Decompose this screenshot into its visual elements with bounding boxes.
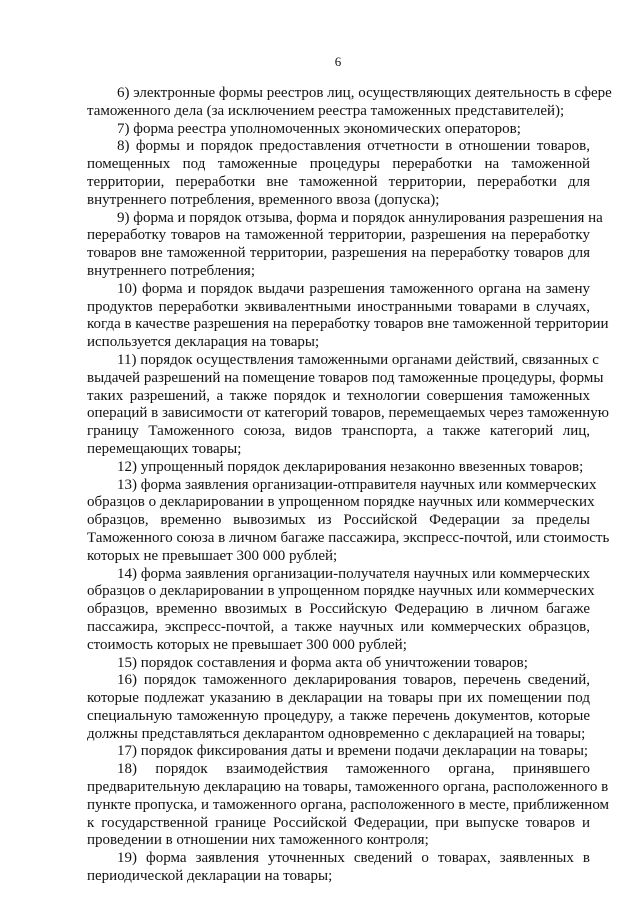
document-body xyxy=(87,85,612,886)
text-line: 7) форма реестра уполномоченных экономических операторов; xyxy=(117,120,521,137)
text-line: образцов о декларировании в упрощенном порядке научных или коммерческих xyxy=(87,583,595,600)
text-line: образцов, временно ввозимых в Российскую Федерацию в личном багаже xyxy=(87,601,590,618)
text-line: 9) форма и порядок отзыва, форма и порядок аннулирования разрешения на xyxy=(117,209,603,226)
text-line: 10) форма и порядок выдачи разрешения таможенного органа на замену xyxy=(117,280,590,297)
text-line: должны представляться декларантом одновременно с декларацией на товары; xyxy=(87,725,586,742)
text-line: 17) порядок фиксирования даты и времени подачи декларации на товары; xyxy=(117,743,589,760)
text-line: 14) форма заявления организации-получателя научных или коммерческих xyxy=(117,565,590,582)
page-number: 6 xyxy=(334,54,342,69)
list-item xyxy=(87,209,603,281)
text-line: 15) порядок составления и форма акта об уничтожении товаров; xyxy=(117,654,528,671)
list-item xyxy=(87,280,609,352)
text-line: помещенных под таможенные процедуры переработки на таможенной xyxy=(87,156,590,173)
text-line: 12) упрощенный порядок декларирования незаконно ввезенных товаров; xyxy=(117,458,584,475)
list-item xyxy=(87,351,609,459)
text-line: внутреннего потребления; xyxy=(87,262,255,279)
text-line: образцов, временно вывозимых из Российской Федерации за пределы xyxy=(87,512,590,529)
list-item xyxy=(87,743,590,761)
text-line: образцов о декларировании в упрощенном порядке научных или коммерческих xyxy=(87,494,595,511)
text-line: 19) форма заявления уточненных сведений о товарах, заявленных в xyxy=(117,850,590,867)
text-line: таможенного дела (за исключением реестра таможенных представителей); xyxy=(87,102,565,119)
text-line: выдачей разрешений на помещение товаров под таможенные процедуры, формы xyxy=(87,369,604,386)
text-line: 11) порядок осуществления таможенными органами действий, связанных с xyxy=(117,351,599,368)
text-line: границу Таможенного союза, видов транспорта, а также категорий лиц, xyxy=(87,423,590,440)
text-line: 6) электронные формы реестров лиц, осуществляющих деятельность в сфере xyxy=(117,85,612,101)
text-line: предварительную декларацию на товары, таможенного органа, расположенного в xyxy=(87,779,609,796)
text-line: которые подлежат указанию в декларации на товары при их помещении под xyxy=(87,690,590,707)
list-item xyxy=(87,476,610,566)
text-line: территории, переработки вне таможенной территории, переработки для xyxy=(87,173,590,190)
text-line: внутреннего потребления, временного ввоза (допуска); xyxy=(87,191,440,208)
list-item xyxy=(87,121,590,139)
text-line: к государственной границе Российской Федерации, при выпуске товаров и xyxy=(87,814,590,831)
text-line: таких разрешений, а также порядок и технологии совершения таможенных xyxy=(87,387,590,404)
list-item xyxy=(87,85,612,121)
list-item xyxy=(87,138,590,209)
list-item xyxy=(87,850,590,886)
text-line: товаров вне таможенной территории, разрешения на переработку товаров для xyxy=(87,245,590,262)
text-line: 13) форма заявления организации-отправителя научных или коммерческих xyxy=(117,476,597,493)
text-line: пассажира, экспресс-почтой, а также научных или коммерческих образцов, xyxy=(87,618,590,635)
list-item xyxy=(87,565,595,655)
text-line: переработку товаров на таможенной территории, разрешения на переработку xyxy=(87,227,590,244)
list-item xyxy=(87,761,610,850)
list-item xyxy=(87,655,590,673)
text-line: перемещающих товары; xyxy=(87,440,242,457)
list-item xyxy=(87,459,590,477)
text-line: используется декларация на товары; xyxy=(87,334,320,351)
text-line: операций в зависимости от категорий товаров, перемещаемых через таможенную xyxy=(87,405,609,422)
text-line: специальную таможенную процедуру, а также перечень документов, которые xyxy=(87,707,590,724)
text-line: пункте пропуска, и таможенного органа, расположенного в месте, приближенном xyxy=(87,796,610,813)
text-line: которых не превышает 300 000 рублей; xyxy=(87,547,338,564)
text-line: периодической декларации на товары; xyxy=(87,868,333,885)
text-line: 18) порядок взаимодействия таможенного органа, принявшего xyxy=(117,761,590,778)
text-line: 16) порядок таможенного декларирования товаров, перечень сведений, xyxy=(117,672,590,689)
text-line: 8) формы и порядок предоставления отчетности в отношении товаров, xyxy=(117,138,590,155)
text-line: продуктов переработки эквивалентными иностранными товарами в случаях, xyxy=(87,298,590,315)
text-line: стоимость которых не превышает 300 000 рублей; xyxy=(87,636,407,653)
list-item xyxy=(87,672,590,743)
text-line: когда в качестве разрешения на переработку товаров вне таможенной территории xyxy=(87,316,609,333)
text-line: Таможенного союза в личном багаже пассажира, экспресс-почтой, или стоимость xyxy=(87,529,610,546)
text-line: проведении в отношении них таможенного контроля; xyxy=(87,832,429,849)
